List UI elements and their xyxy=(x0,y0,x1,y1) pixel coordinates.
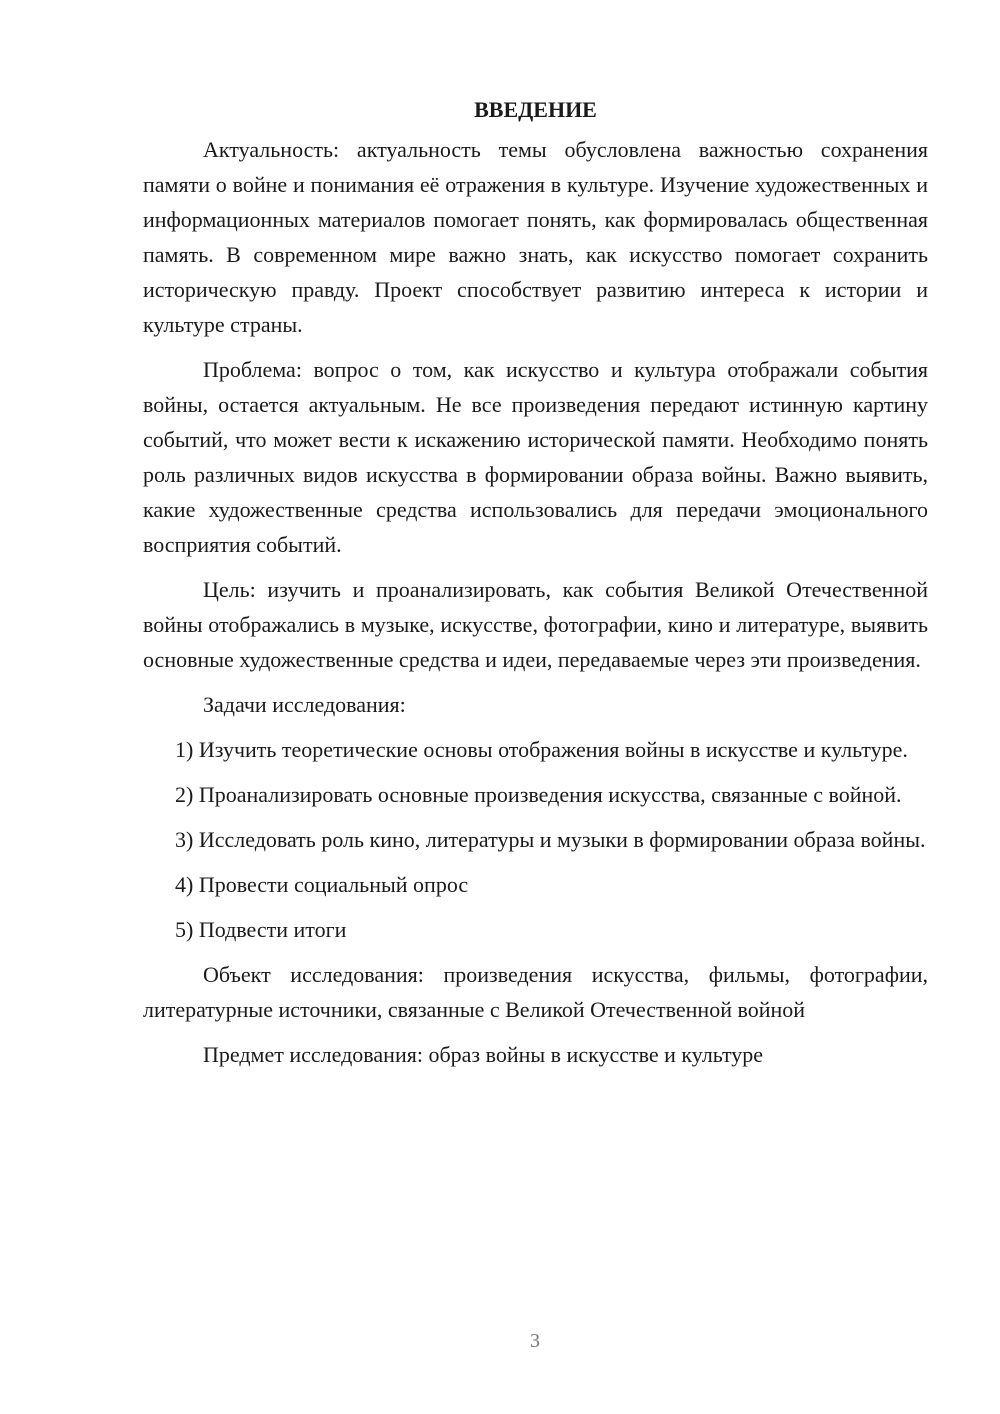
task-item: 3) Исследовать роль кино, литературы и музыки в формировании образа войны. xyxy=(175,827,926,852)
paragraph-object: Объект исследования: произведения искусства, фильмы, фотографии, литературные источники, связанные с Великой Отечественной войной xyxy=(143,962,928,1022)
paragraph-goal: Цель: изучить и проанализировать, как события Великой Отечественной войны отображались в музыке, искусстве, фотографии, кино и литературе, выявить основные художественные средства и идеи, передаваемые через эти произведения. xyxy=(143,577,928,672)
section-title: ВВЕДЕНИЕ xyxy=(474,97,597,122)
paragraph-problem: Проблема: вопрос о том, как искусство и культура отображали события войны, остается актуальным. Не все произведения передают истинную картину событий, что может вести к искажению исторической памяти. Необходимо понять роль различных видов искусства в формировании образа войны. Важно выявить, какие художественные средства использовались для передачи эмоционального восприятия событий. xyxy=(143,357,928,557)
task-item: 4) Провести социальный опрос xyxy=(175,872,469,897)
paragraph-relevance: Актуальность: актуальность темы обусловлена важностью сохранения памяти о войне и понимания её отражения в культуре. Изучение художественных и информационных материалов помогает понять, как формировалась общественная память. В современном мире важно знать, как искусство помогает сохранить историческую правду. Проект способствует развитию интереса к истории и культуре страны. xyxy=(143,137,928,337)
document-body xyxy=(143,92,928,1082)
page-number: 3 xyxy=(530,1330,540,1352)
tasks-heading: Задачи исследования: xyxy=(203,692,406,717)
paragraph-subject: Предмет исследования: образ войны в искусстве и культуре xyxy=(203,1042,764,1067)
task-item: 1) Изучить теоретические основы отображения войны в искусстве и культуре. xyxy=(175,737,908,762)
task-item: 2) Проанализировать основные произведения искусства, связанные с войной. xyxy=(175,782,902,807)
task-item: 5) Подвести итоги xyxy=(175,917,347,942)
